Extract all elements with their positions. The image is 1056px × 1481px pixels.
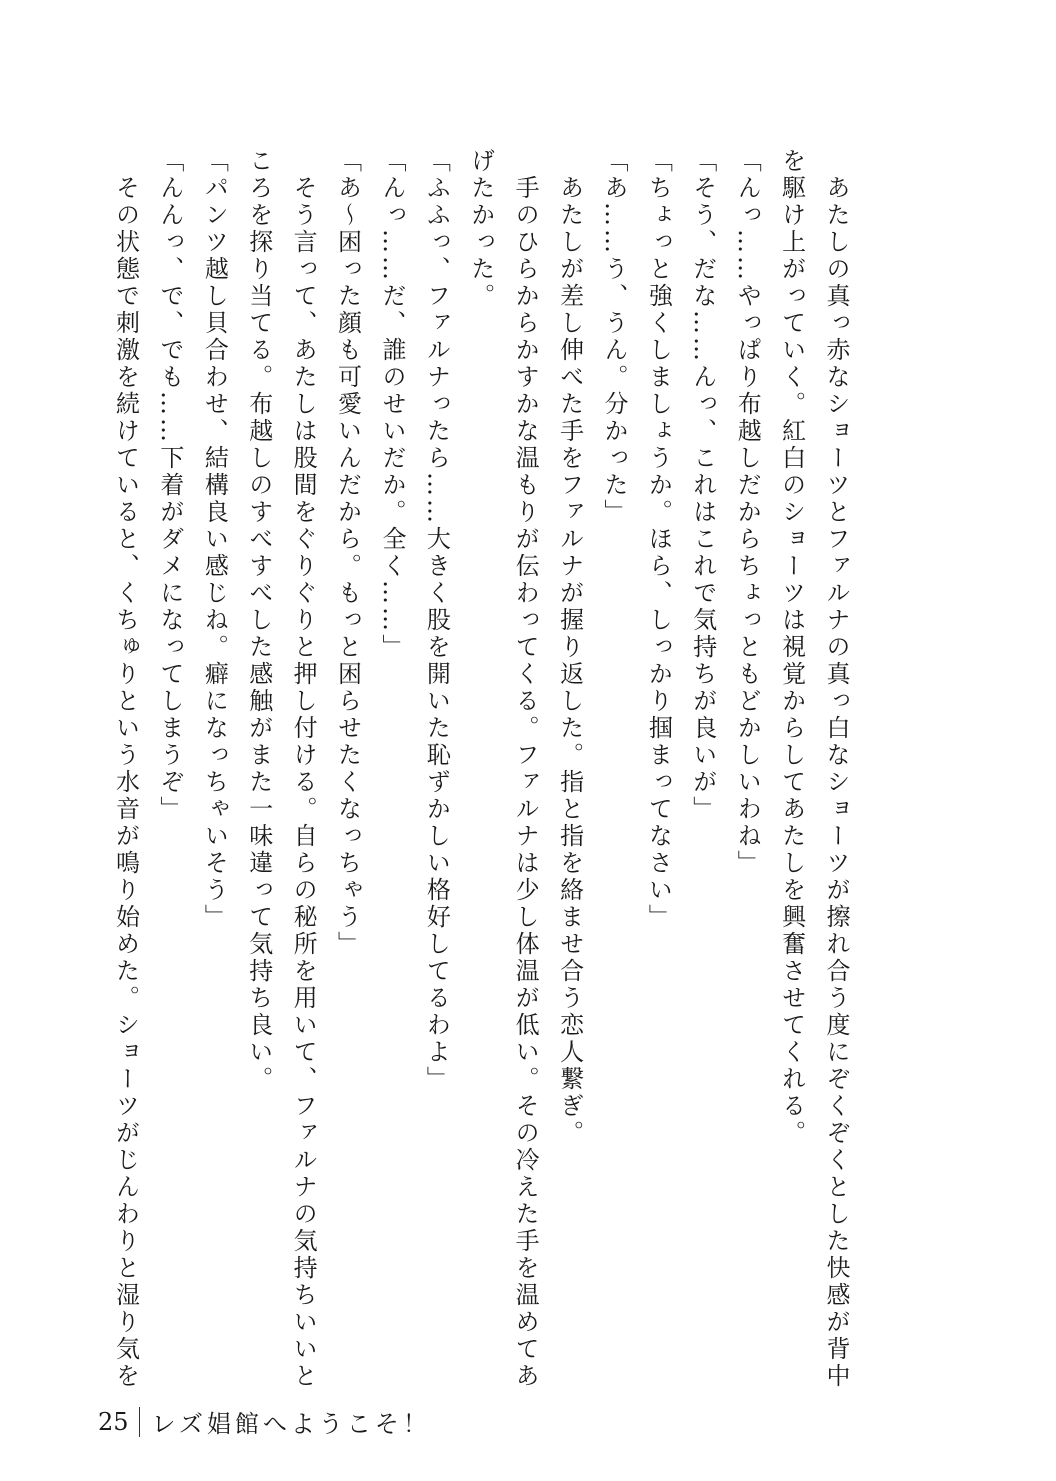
text-line: 「パンツ越し貝合わせ、結構良い感じね。癖になっちゃいそう」	[200, 148, 229, 931]
text-line: 手のひらからかすかな温もりが伝わってくる。ファルナは少し体温が低い。その冷えた手を温めてあ	[511, 148, 540, 1390]
text-line: その状態で刺激を続けていると、くちゅりという水音が鳴り始めた。ショーツがじんわりと湿り気を	[111, 148, 140, 1390]
text-line: 「あ……う、うん。分かった」	[599, 148, 628, 526]
text-line: 「ふふっ、ファルナったら……大きく股を開いた恥ずかしい格好してるわよ」	[422, 148, 451, 1093]
book-title: レズ娼館へようこそ！	[151, 1410, 431, 1438]
text-line: ころを探り当てる。布越しのすべすべした感触がまた一味違って気持ち良い。	[244, 148, 273, 1093]
text-line: 「んっ……やっぱり布越しだからちょっともどかしいわね」	[733, 148, 762, 877]
text-line: あたしの真っ赤なショーツとファルナの真っ白なショーツが擦れ合う度にぞくぞくとした快感が背中	[822, 148, 850, 1390]
text-line: を駆け上がっていく。紅白のショーツは視覚からしてあたしを興奮させてくれる。	[777, 148, 806, 1147]
text-line: 「あ～困った顔も可愛いんだから。もっと困らせたくなっちゃう」	[333, 148, 362, 958]
text-line: そう言って、あたしは股間をぐりぐりと押し付ける。自らの秘所を用いて、ファルナの気持ちいいと	[289, 148, 318, 1390]
footer-divider	[139, 1407, 140, 1437]
body-text	[103, 148, 858, 1390]
text-line: 「ちょっと強くしましょうか。ほら、しっかり掴まってなさい」	[644, 148, 673, 931]
text-line: げたかった。	[466, 148, 495, 310]
text-line: 「んんっ、で、でも……下着がダメになってしまうぞ」	[155, 148, 184, 823]
text-line: あたしが差し伸べた手をファルナが握り返した。指と指を絡ませ合う恋人繋ぎ。	[555, 148, 584, 1147]
text-line: 「んっ……だ、誰のせいだか。全く……」	[377, 148, 406, 661]
page-number: 25	[98, 1407, 129, 1436]
text-line: 「そう、だな……んっ、これはこれで気持ちが良いが」	[688, 148, 717, 823]
page-footer	[98, 1404, 431, 1439]
